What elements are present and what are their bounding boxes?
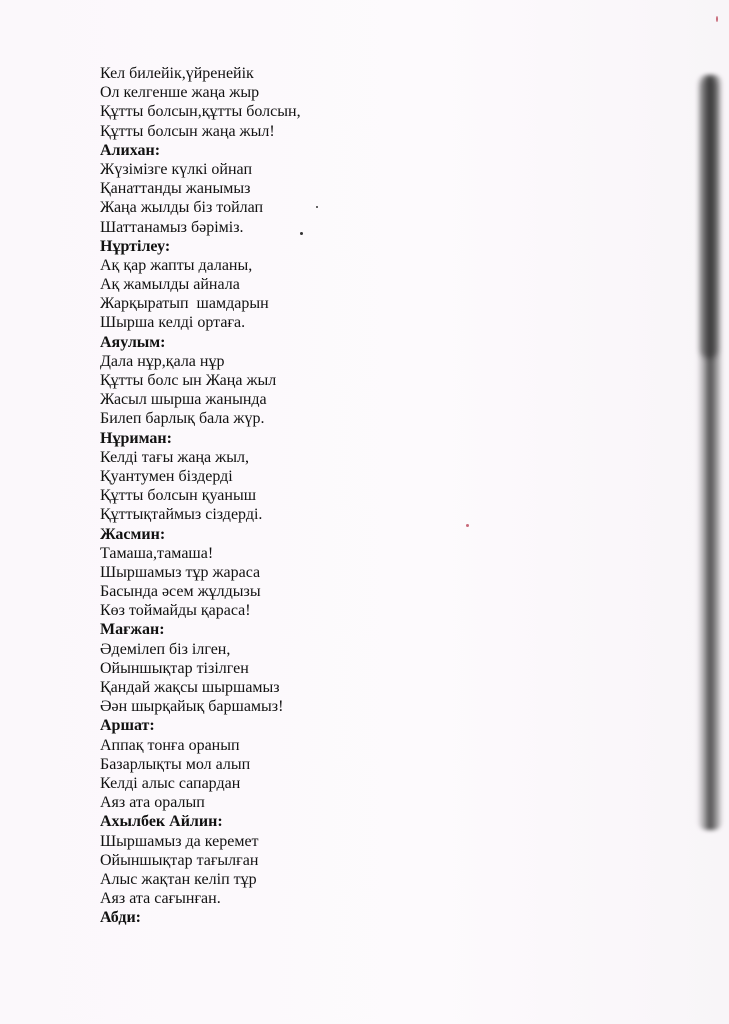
verse-line: Кел билейік,үйренейік xyxy=(100,65,254,82)
speaker-name: Ахылбек Айлин: xyxy=(100,813,223,831)
verse-line: Ойыншықтар тізілген xyxy=(100,659,249,677)
verse-line: Аяз ата оралып xyxy=(100,794,205,812)
speaker-name: Нұртілеу: xyxy=(100,237,171,255)
speaker-name: Мағжан: xyxy=(100,621,165,639)
verse-line: Қандай жақсы шыршамыз xyxy=(100,679,280,696)
verse-line: Шырша келді ортаға. xyxy=(100,314,246,332)
verse-line: Келді алыс сапардан xyxy=(100,774,241,792)
verse-line: Шыршамыз тұр жараса xyxy=(100,563,261,581)
verse-line: Әдемілеп біз ілген, xyxy=(100,640,231,658)
verse-line: Құтты болс ын Жаңа жыл xyxy=(100,372,277,389)
verse-line: Келді тағы жаңа жыл, xyxy=(100,448,249,466)
verse-line: Аяз ата сағынған. xyxy=(100,890,221,908)
verse-line: Билеп барлық бала жүр. xyxy=(100,410,265,428)
verse-line: Жарқыратып шамдарын xyxy=(100,295,269,313)
verse-line: Қуантумен біздерді xyxy=(100,467,233,485)
speaker-name: Аршат: xyxy=(100,717,155,735)
poem-text xyxy=(100,64,660,927)
verse-line: Жаңа жылды біз тойлап xyxy=(100,199,264,217)
verse-line: Жүзімізге күлкі ойнап xyxy=(100,160,252,178)
verse-line: Ол келгенше жаңа жыр xyxy=(100,84,260,102)
speaker-name: Абди: xyxy=(100,909,141,927)
speaker-name: Жасмин: xyxy=(100,525,166,543)
verse-line: Әән шырқайық баршамыз! xyxy=(100,698,284,716)
speaker-name: Алихан: xyxy=(100,141,161,159)
verse-line: Құтты болсын,құтты болсын, xyxy=(100,103,301,121)
verse-line: Ойыншықтар тағылған xyxy=(100,851,259,869)
verse-line: Аппақ тонға оранып xyxy=(100,736,240,754)
verse-line: Құтты болсын қуаныш xyxy=(100,487,257,505)
verse-line: Шаттанамыз бәріміз. xyxy=(100,218,244,236)
verse-line: Алыс жақтан келіп тұр xyxy=(100,870,257,888)
verse-line: Дала нұр,қала нұр xyxy=(100,352,225,370)
verse-line: Жасыл шырша жанында xyxy=(100,391,267,409)
verse-line: Шыршамыз да керемет xyxy=(100,832,259,850)
verse-line: Құттықтаймыз сіздерді. xyxy=(100,506,263,524)
verse-line: Тамаша,тамаша! xyxy=(100,544,214,562)
scan-speck xyxy=(716,16,718,22)
speaker-name: Нұриман: xyxy=(100,429,172,447)
scan-edge-shadow-dark xyxy=(700,78,718,358)
verse-line: Көз тоймайды қараса! xyxy=(100,602,251,620)
verse-line: Базарлықты мол алып xyxy=(100,755,251,773)
verse-line: Қанаттанды жанымыз xyxy=(100,180,251,198)
verse-line: Басында әсем жұлдызы xyxy=(100,583,261,601)
speaker-name: Аяулым: xyxy=(100,333,166,351)
verse-line: Ақ қар жапты даланы, xyxy=(100,256,253,274)
verse-line: Құтты болсын жаңа жыл! xyxy=(100,122,275,140)
verse-line: Ақ жамылды айнала xyxy=(100,276,240,294)
